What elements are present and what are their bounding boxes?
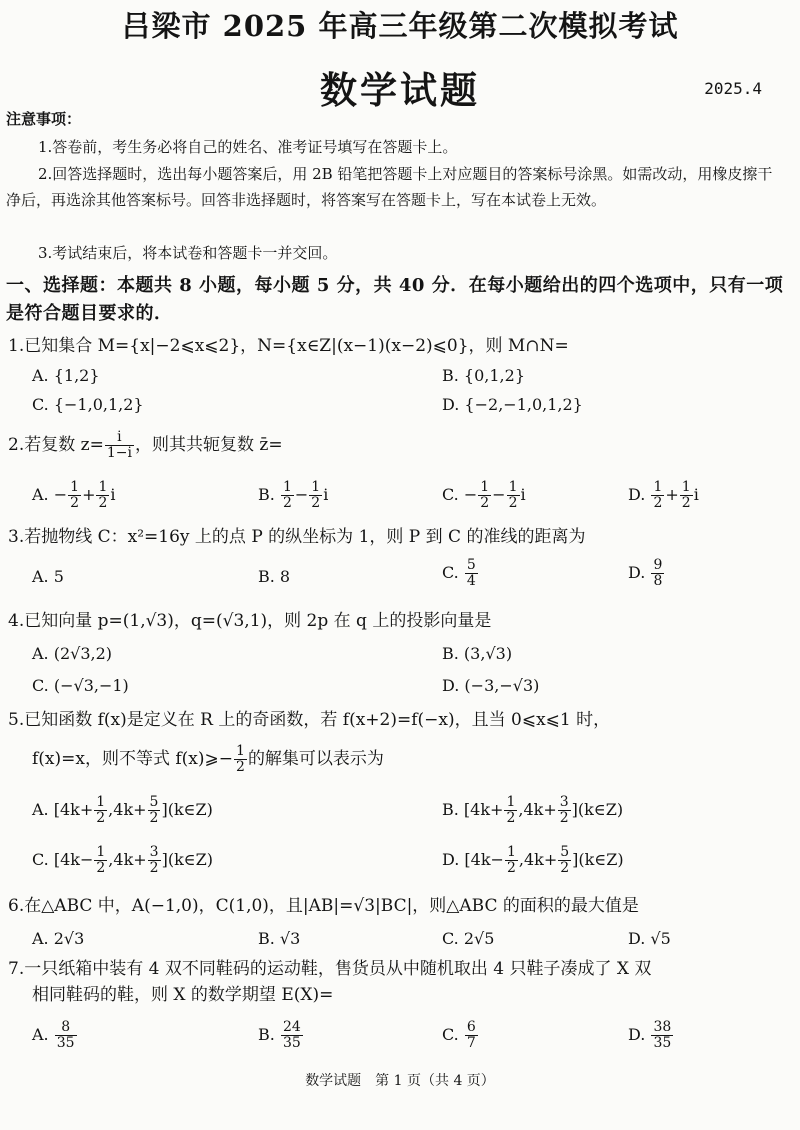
q2-option-b: B. $\frac{1}{2}$ − $\frac{1}{2}$ i: [258, 479, 329, 511]
q5-option-b: B. [4k+ $\frac{1}{2}$ ,4k+ $\frac{3}{2}$ ](k∈Z): [442, 794, 624, 826]
question-5-stem-line2: f(x)=x，则不等式 f(x)⩾− $\frac{1}{2}$ 的解集可以表示为: [32, 743, 384, 775]
q3-option-a: A. 5: [32, 567, 64, 586]
exam-date: 2025.4: [704, 79, 762, 98]
q1-option-b: B. {0,1,2}: [442, 366, 525, 385]
q5-option-d: D. [4k− $\frac{1}{2}$ ,4k+ $\frac{5}{2}$ ](k∈Z): [442, 844, 624, 876]
q4-option-d: D. (−3,−√3): [442, 676, 540, 695]
q6-option-b: B. √3: [258, 929, 301, 948]
q3-option-d: D. $\frac{9}{8}$: [628, 557, 663, 589]
q6-option-d: D. √5: [628, 929, 671, 948]
notice-item-3: 3.考试结束后，将本试卷和答题卡一并交回。: [38, 244, 338, 262]
fraction: $\frac{i}{1-i}$: [106, 429, 132, 461]
q5-option-a: A. [4k+ $\frac{1}{2}$ ,4k+ $\frac{5}{2}$ ](k∈Z): [32, 794, 213, 826]
q4-option-c: C. (−√3,−1): [32, 676, 129, 695]
notice-heading: 注意事项：: [6, 110, 82, 128]
q3-option-b: B. 8: [258, 567, 291, 586]
question-2-stem: 2.若复数 z= $\frac{i}{1-i}$ ，则其共轭复数 z̄=: [8, 429, 283, 461]
q7-option-d: D. $\frac{38}{35}$: [628, 1019, 672, 1051]
q1-option-c: C. {−1,0,1,2}: [32, 395, 144, 414]
section-heading: 一、选择题：本题共 8 小题，每小题 5 分，共 40 分．在每小题给出的四个选项中，只有一项是符合题目要求的．: [6, 275, 784, 324]
q6-option-a: A. 2√3: [32, 929, 85, 948]
q7-option-c: C. $\frac{6}{7}$: [442, 1019, 476, 1051]
q5-option-c: C. [4k− $\frac{1}{2}$ ,4k+ $\frac{3}{2}$ ](k∈Z): [32, 844, 213, 876]
q7-option-a: A. $\frac{8}{35}$: [32, 1019, 75, 1051]
q3-option-c: C. $\frac{5}{4}$: [442, 557, 476, 589]
page-footer: 数学试题 第 1 页（共 4 页）: [305, 1073, 495, 1089]
question-3-stem: 3.若抛物线 C：x²=16y 上的点 P 的纵坐标为 1，则 P 到 C 的准线的距离为: [8, 527, 586, 547]
q1-option-a: A. {1,2}: [32, 366, 100, 385]
question-5-stem-line1: 5.已知函数 f(x)是定义在 R 上的奇函数，若 f(x+2)=f(−x)，且当 0⩽x⩽1 时，: [8, 710, 611, 730]
q6-option-c: C. 2√5: [442, 929, 495, 948]
question-4-stem: 4.已知向量 p=(1,√3)，q=(√3,1)，则 2p 在 q 上的投影向量是: [8, 611, 492, 631]
notice-item-1: 1.答卷前，考生务必将自己的姓名、准考证号填写在答题卡上。: [38, 138, 458, 156]
question-6-stem: 6.在△ABC 中，A(−1,0)，C(1,0)，且|AB|=√3|BC|，则△ABC 的面积的最大值是: [8, 896, 639, 916]
subject-title: 数学试题: [320, 68, 480, 112]
notice-item-2: 2.回答选择题时，选出每小题答案后，用 2B 铅笔把答题卡上对应题目的答案标号涂黑。如需改动，用橡皮擦干净后，再选涂其他答案标号。回答非选择题时，将答案写在答题卡上，写在本试卷上无效。: [6, 165, 773, 209]
question-1-stem: 1.已知集合 M={x|−2⩽x⩽2}，N={x∈Z|(x−1)(x−2)⩽0}，则 M∩N=: [8, 336, 569, 356]
q2-option-a: A. − $\frac{1}{2}$ + $\frac{1}{2}$ i: [32, 479, 116, 511]
exam-title: 吕梁市 2025 年高三年级第二次模拟考试: [121, 9, 679, 43]
q1-option-d: D. {−2,−1,0,1,2}: [442, 395, 583, 414]
q4-option-a: A. (2√3,2): [32, 644, 113, 663]
q2-option-d: D. $\frac{1}{2}$ + $\frac{1}{2}$ i: [628, 479, 699, 511]
q2-option-c: C. − $\frac{1}{2}$ − $\frac{1}{2}$ i: [442, 479, 526, 511]
question-7-stem-line2: 相同鞋码的鞋，则 X 的数学期望 E(X)=: [32, 985, 334, 1005]
q7-option-b: B. $\frac{24}{35}$: [258, 1019, 301, 1051]
question-7-stem-line1: 7.一只纸箱中装有 4 双不同鞋码的运动鞋，售货员从中随机取出 4 只鞋子凑成了 X 双: [8, 959, 652, 979]
q4-option-b: B. (3,√3): [442, 644, 513, 663]
